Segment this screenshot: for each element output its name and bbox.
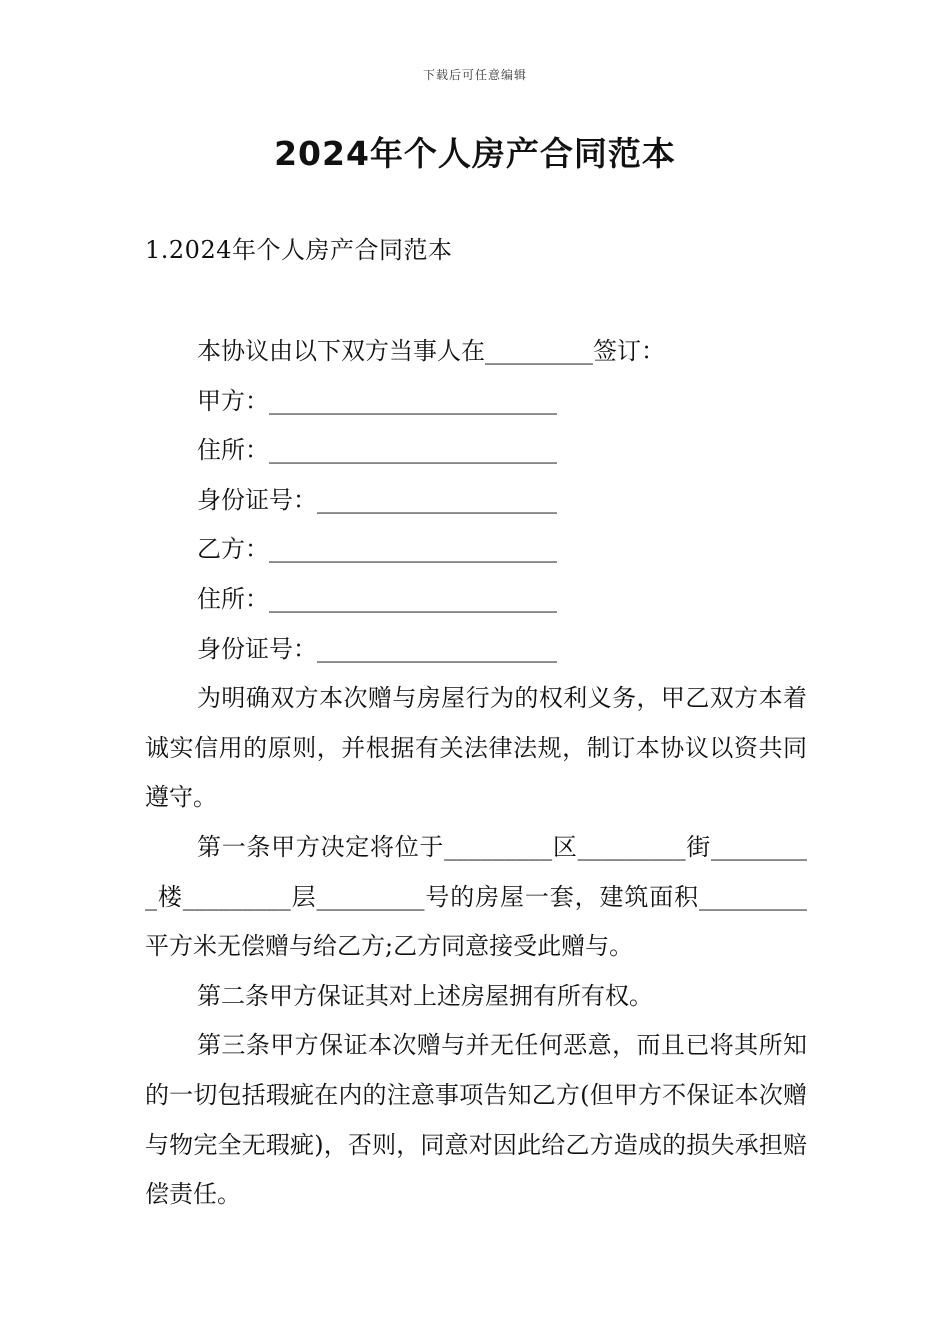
party-b-field: 乙方：________________________	[197, 535, 557, 564]
purpose-paragraph: 为明确双方本次赠与房屋行为的权利义务，甲乙双方本着诚实信用的原则，并根据有关法律法规，制订本协议以资共同遵守。	[145, 684, 807, 812]
party-a-address-field: 住所：________________________	[197, 436, 557, 465]
intro-line: 本协议由以下双方当事人在_________签订：	[197, 337, 665, 365]
party-b-address-field: 住所：________________________	[197, 584, 557, 613]
section-heading: 1.2024年个人房产合同范本	[145, 236, 453, 264]
party-a-field: 甲方：________________________	[197, 386, 557, 415]
article-3-paragraph: 第三条甲方保证本次赠与并无任何恶意，而且已将其所知的一切包括瑕疵在内的注意事项告知乙方(但甲方不保证本次赠与物完全无瑕疵)，否则，同意对因此给乙方造成的损失承担赔偿责任。	[145, 1031, 807, 1209]
party-b-id-field: 身份证号：____________________	[197, 634, 557, 663]
party-a-id-field: 身份证号：____________________	[197, 485, 557, 514]
contract-body	[145, 327, 807, 1220]
header-note: 下载后可任意编辑	[422, 68, 527, 82]
document-title: 2024年个人房产合同范本	[274, 134, 676, 173]
article-2-paragraph: 第二条甲方保证其对上述房屋拥有所有权。	[197, 981, 653, 1010]
article-1-paragraph: 第一条甲方决定将位于_________区_________街_________楼_________层_________号的房屋一套，建筑面积_________平方米无偿赠与给乙方;乙方同意接受此赠与。	[145, 832, 807, 961]
